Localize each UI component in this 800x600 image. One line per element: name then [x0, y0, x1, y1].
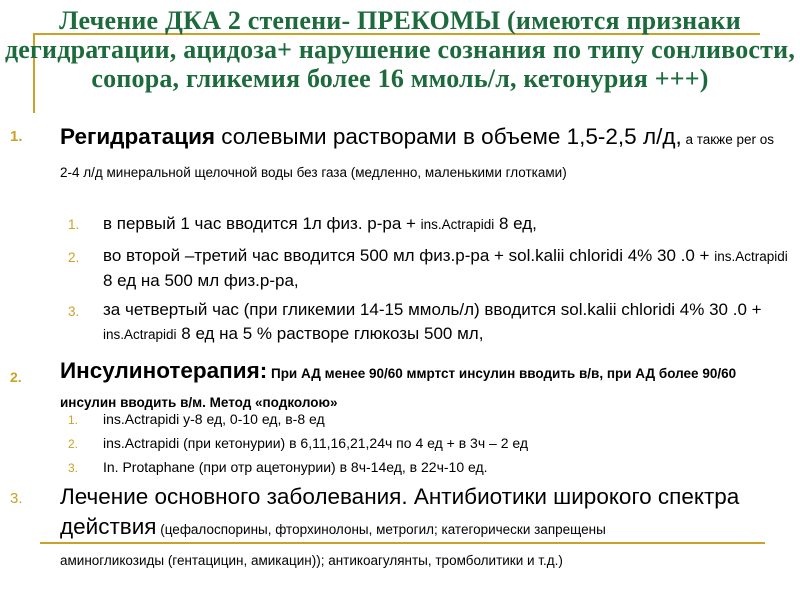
- item-number: 3.: [10, 490, 23, 507]
- item-note: а также per os 2-4 л/д минеральной щелочной воды без газа (медленно, маленькими глотками): [60, 132, 774, 180]
- item-treatment: Лечение основного заболевания. Антибиотики широкого спектра действия (цефалоспорины, фторхинолоны, метрогил; категорически запрещены: [60, 484, 740, 539]
- item-heading: Регидратация: [60, 124, 216, 149]
- sub-item: в первый 1 час вводится 1л физ. р-ра + ins.Actrapidi 8 ед,: [103, 214, 537, 233]
- sub-number: 2.: [68, 250, 80, 265]
- sub-item: за четвертый час (при гликемии 14-15 ммоль/л) вводится sol.kalii chloridi 4% 30 .0 + ins.Actrapidi 8 ед на 5 % растворе глюкозы 500 мл,: [103, 300, 762, 343]
- item-insulin: Инсулинотерапия: При АД менее 90/60 ммртст инсулин вводить в/в, при АД более 90/60 инсулин вводить в/м. Метод «подколою»: [60, 358, 737, 410]
- sub-item: ins.Actrapidi у-8 ед, 0-10 ед, в-8 ед: [103, 411, 325, 427]
- sub-number: 3.: [68, 304, 80, 319]
- sub-item: ins.Actrapidi (при кетонурии) в 6,11,16,21,24ч по 4 ед + в 3ч – 2 ед: [103, 435, 529, 451]
- sub-number: 1.: [68, 217, 80, 232]
- item-number: 1.: [10, 128, 23, 145]
- item-text: солевыми растворами в объеме 1,5-2,5 л/д,: [215, 124, 682, 149]
- item-number: 2.: [10, 369, 22, 385]
- sub-item: In. Protaphane (при отр ацетонурии) в 8ч-14ед, в 22ч-10 ед.: [103, 459, 488, 475]
- slide-title: Лечение ДКА 2 степени- ПРЕКОМЫ (имеются признаки дегидратации, ацидоза+ нарушение сознания по типу сонливости, сопора, гликемия более 16 ммоль/л, кетонурия +++): [4, 6, 796, 93]
- item-note-continued: аминогликозиды (гентацицин, амикацин)); антикоагулянты, тромболитики и т.д.): [60, 553, 563, 568]
- sub-item: во второй –третий час вводится 500 мл физ.р-ра + sol.kalii chloridi 4% 30 .0 + ins.Actrapidi 8 ед на 500 мл физ.р-ра,: [103, 246, 788, 290]
- item-regidration: [60, 122, 780, 188]
